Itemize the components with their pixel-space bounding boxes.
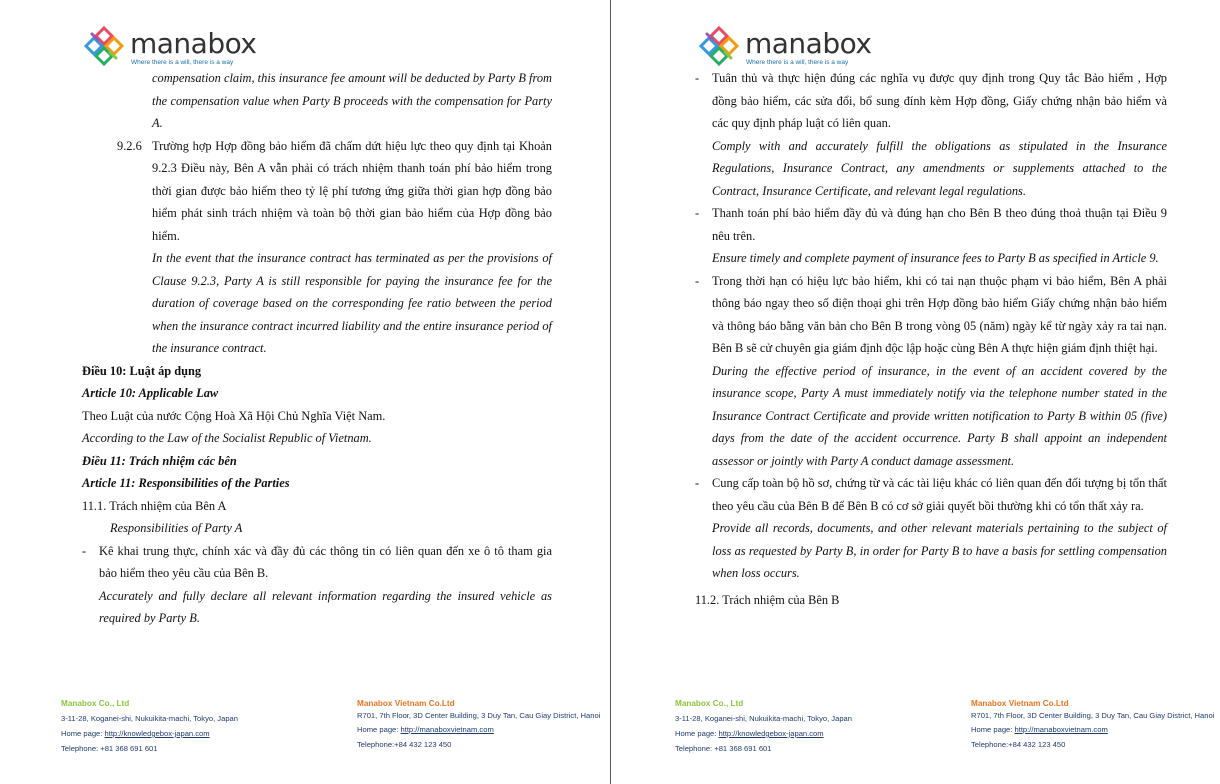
bullet-dash: - xyxy=(695,476,700,490)
homepage-link-vietnam[interactable]: http://manaboxvietnam.com xyxy=(400,725,494,734)
list-item-en: Accurately and fully declare all relevant information regarding the insured vehicle as required by Party B. xyxy=(99,588,552,625)
list-item-en: Ensure timely and complete payment of insurance fees to Party B as specified in Article 9. xyxy=(712,251,1159,265)
list-item-en: Comply with and accurately fulfill the obligations as stipulated in the Insurance Regulations, Insurance Contract, any amendments or supplements attached to the Contract, Insurance Certificate, and relevant legal regulations. xyxy=(712,138,1167,198)
footer-phone-japan: Telephone: +81 368 691 601 xyxy=(675,744,772,753)
clause-9-2-5-continuation: compensation claim, this insurance fee amount will be deducted by Party B from the compensation value when Party B proceeds with the compensation for Party A. xyxy=(152,71,552,130)
footer-address-vietnam: R701, 7th Floor, 3D Center Building, 3 Duy Tan, Cau Giay District, Hanoi xyxy=(357,711,601,720)
footer-company-japan: Manabox Co., Ltd xyxy=(675,699,744,708)
footer-vietnam xyxy=(357,696,602,752)
bullet-dash: - xyxy=(82,543,87,558)
manabox-wordmark: manabox xyxy=(745,27,872,60)
footer-address-japan: 3-11-28, Koganei-shi, Nukuikita-machi, Tokyo, Japan xyxy=(675,714,852,723)
clause-9-2-6-en: In the event that the insurance contract has terminated as per the provisions of Clause 9.2.3, Party A is still responsible for paying the insurance fee for the duration of coverage based on the corresponding fee ratio between the period when the insurance contract incurred liability and the entire insurance period of the insurance contract. xyxy=(152,251,552,355)
footer-vietnam xyxy=(971,696,1216,752)
manabox-wordmark: manabox xyxy=(130,27,257,60)
clause-9-2-6-vi: Trường hợp Hợp đồng bảo hiểm đã chấm dứt hiệu lực theo quy định tại Khoản 9.2.3 Điều này, Bên A vẫn phải có trách nhiệm thanh toán phí bảo hiểm trong thời gian được bảo hiểm theo tỷ lệ phí tương ứng giữa thời gian hợp đồng bảo hiểm phát sinh trách nhiệm và toàn bộ thời gian bảo hiểm của Hợp đồng bảo hiểm. xyxy=(152,138,552,243)
list-item-vi: Thanh toán phí bảo hiểm đầy đủ và đúng hạn cho Bên B theo đúng thoả thuận tại Điều 9 nêu trên. xyxy=(712,206,1167,243)
list-item xyxy=(695,270,1167,360)
document-page-right xyxy=(611,0,1220,784)
footer-phone-vietnam: Telephone:+84 432 123 450 xyxy=(971,740,1066,749)
article-10-body-en: According to the Law of the Socialist Republic of Vietnam. xyxy=(82,431,372,445)
footer-homepage-japan: Home page: http://knowledgebox-japan.com xyxy=(61,729,210,738)
list-item xyxy=(82,540,552,585)
bullet-dash: - xyxy=(695,71,700,85)
list-item-en: Provide all records, documents, and other relevant materials pertaining to the subject of loss as requested by Party B, in order for Party B to have a basis for settling compensation when loss occurs. xyxy=(712,521,1167,580)
article-10-body-vi: Theo Luật của nước Cộng Hoà Xã Hội Chủ Nghĩa Việt Nam. xyxy=(82,408,386,423)
manabox-tagline: Where there is a will, there is a way xyxy=(131,59,234,66)
footer-company-vietnam: Manabox Vietnam Co.Ltd xyxy=(971,699,1069,708)
footer-phone-japan: Telephone: +81 368 691 601 xyxy=(61,744,158,753)
footer-japan xyxy=(61,696,341,756)
list-item-vi: Cung cấp toàn bộ hồ sơ, chứng từ và các tài liệu khác có liên quan đến đối tượng bị tổn thất theo yêu cầu của Bên B để Bên B có cơ sở giải quyết bồi thường khi có tổn thất xảy ra. xyxy=(712,476,1167,513)
manabox-logo-icon xyxy=(697,24,741,68)
footer-address-vietnam: R701, 7th Floor, 3D Center Building, 3 Duy Tan, Cau Giay District, Hanoi xyxy=(971,711,1215,720)
bullet-dash: - xyxy=(695,206,700,220)
article-10-heading-en: Article 10: Applicable Law xyxy=(82,386,219,400)
homepage-link-japan[interactable]: http://knowledgebox-japan.com xyxy=(718,729,824,738)
list-item xyxy=(695,67,1167,135)
footer-company-japan: Manabox Co., Ltd xyxy=(61,699,130,708)
list-item-en: During the effective period of insurance, in the event of an accident covered by the insurance scope, Party A must immediately notify via the telephone number stated in the Insurance Contract Certificate and provide written notification to Party B within 05 (five) days from the date of the accident occurrence. Party B shall appoint an independent assessor or jointly with Party A conduct damage assessment. xyxy=(712,363,1167,468)
footer-phone-vietnam: Telephone:+84 432 123 450 xyxy=(357,740,452,749)
list-item-vi: Kê khai trung thực, chính xác và đầy đủ các thông tin có liên quan đến xe ô tô tham gia bảo hiểm theo yêu cầu của Bên B. xyxy=(99,543,552,580)
list-item xyxy=(695,472,1167,517)
manabox-tagline: Where there is a will, there is a way xyxy=(746,59,849,66)
footer-address-japan: 3-11-28, Koganei-shi, Nukuikita-machi, Tokyo, Japan xyxy=(61,714,238,723)
clause-number: 9.2.6 xyxy=(117,138,142,153)
homepage-link-japan[interactable]: http://knowledgebox-japan.com xyxy=(104,729,210,738)
footer-homepage-vietnam: Home page: http://manaboxvietnam.com xyxy=(971,725,1108,734)
article-11-heading-vi: Điều 11: Trách nhiệm các bên xyxy=(82,453,237,468)
right-page-body xyxy=(695,67,1167,611)
section-11-2-heading-vi: 11.2. Trách nhiệm của Bên B xyxy=(695,592,840,607)
article-10-heading-vi: Điều 10: Luật áp dụng xyxy=(82,363,202,378)
footer-company-vietnam: Manabox Vietnam Co.Ltd xyxy=(357,699,455,708)
footer-homepage-vietnam: Home page: http://manaboxvietnam.com xyxy=(357,725,494,734)
bullet-dash: - xyxy=(695,273,700,288)
homepage-link-vietnam[interactable]: http://manaboxvietnam.com xyxy=(1014,725,1108,734)
left-page-body xyxy=(82,67,552,630)
article-11-heading-en: Article 11: Responsibilities of the Parties xyxy=(82,476,290,490)
clause-9-2-6 xyxy=(82,135,552,248)
section-11-1-heading-en: Responsibilities of Party A xyxy=(110,521,243,535)
footer-homepage-japan: Home page: http://knowledgebox-japan.com xyxy=(675,729,824,738)
list-item-vi: Tuân thủ và thực hiện đúng các nghĩa vụ được quy định trong Quy tắc Bảo hiểm , Hợp đồng bảo hiểm, các sửa đổi, bổ sung đính kèm Hợp đồng, Giấy chứng nhận bảo hiểm và các quy định pháp luật có liên quan. xyxy=(712,71,1167,130)
list-item xyxy=(695,202,1167,247)
list-item-vi: Trong thời hạn có hiệu lực bảo hiểm, khi có tai nạn thuộc phạm vi bảo hiểm, Bên A phải thông báo ngay theo số điện thoại ghi trên Hợp đồng bảo hiểm Giấy chứng nhận bảo hiểm và thông báo bằng văn bản cho Bên B trong vòng 05 (năm) ngày kể từ ngày xảy ra tai nạn. Bên B sẽ cử chuyên gia giám định độc lập hoặc cùng Bên A thực hiện giám định thiệt hại. xyxy=(712,273,1167,355)
manabox-logo-icon xyxy=(82,24,126,68)
section-11-1-heading-vi: 11.1. Trách nhiệm của Bên A xyxy=(82,498,227,513)
footer-japan xyxy=(675,696,955,756)
